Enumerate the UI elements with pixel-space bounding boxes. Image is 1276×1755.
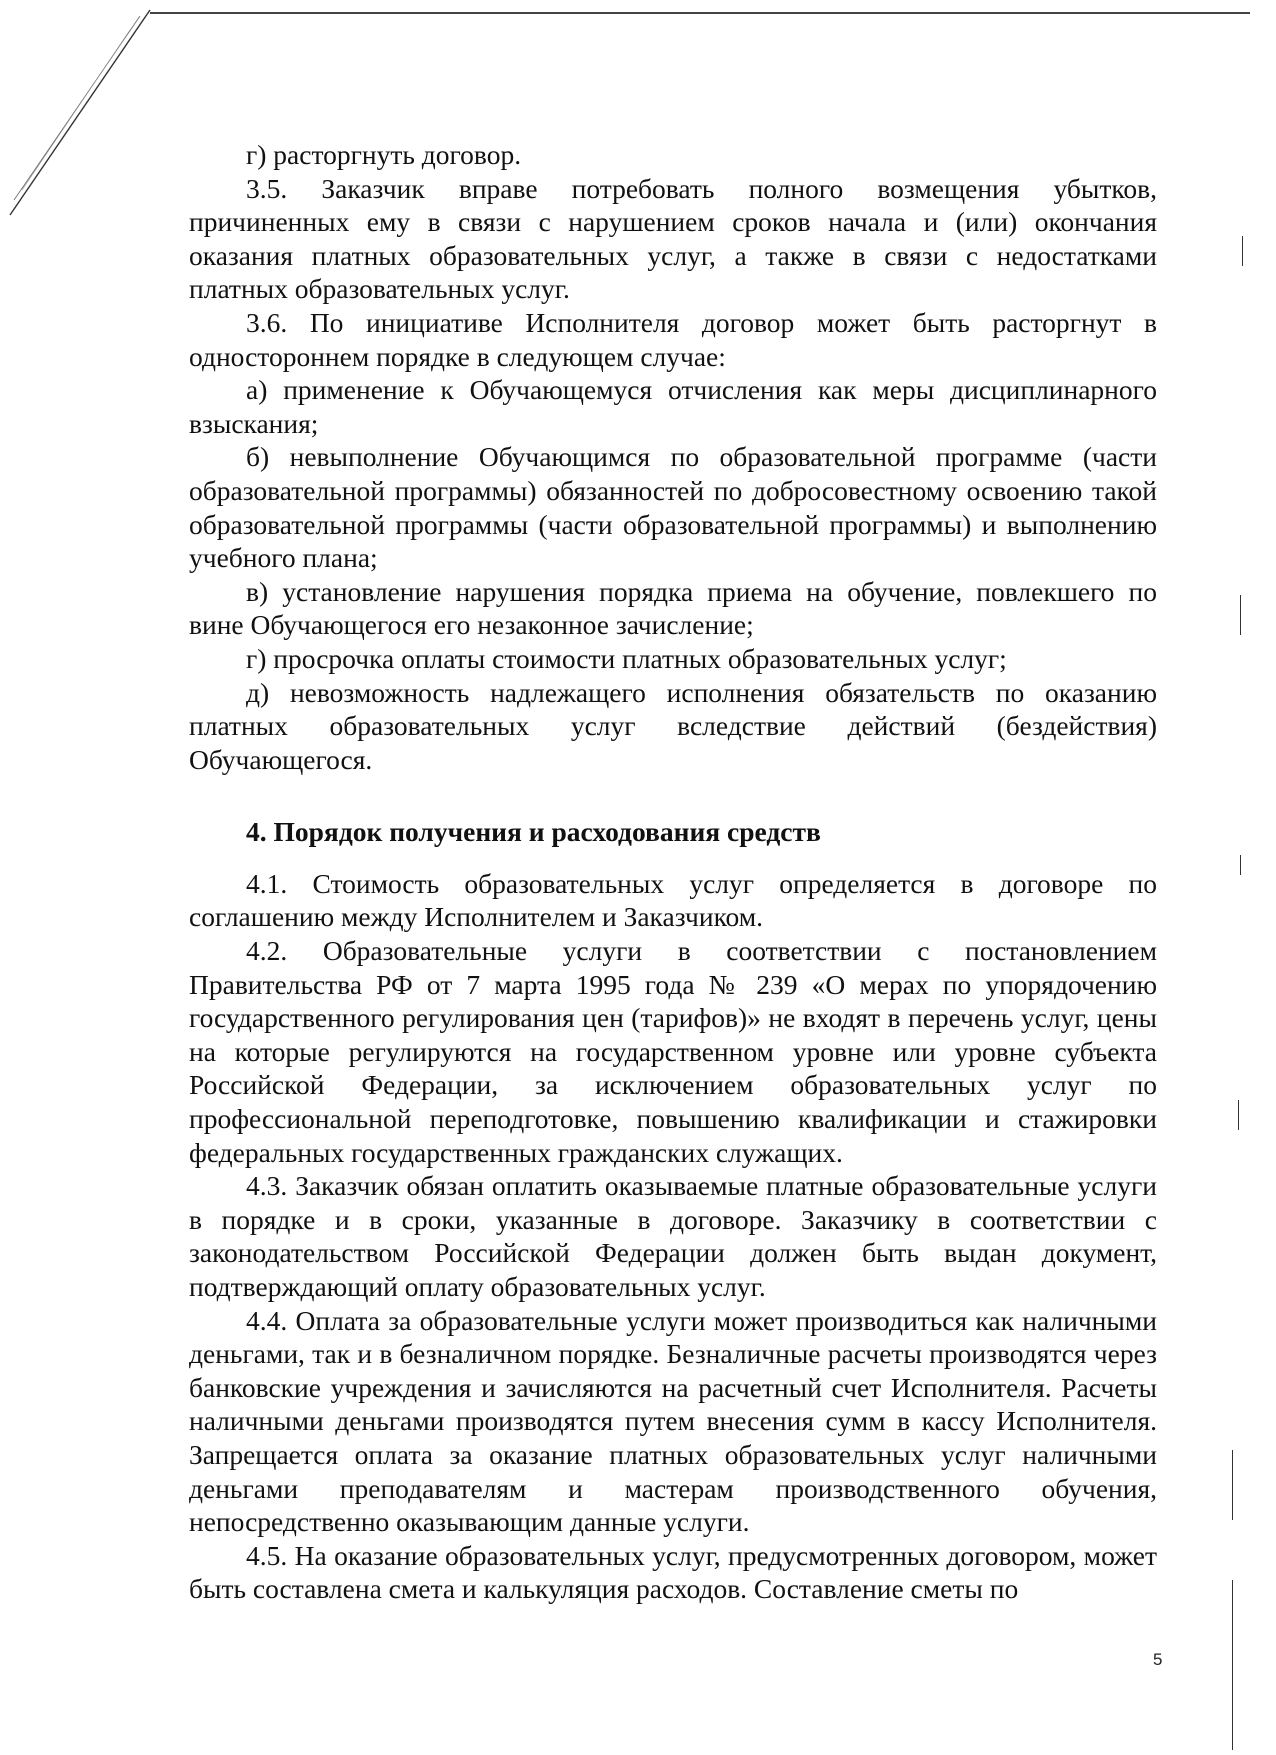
scan-edge-mark	[1240, 595, 1241, 635]
paragraph: 3.5. Заказчик вправе потребовать полного возмещения убытков, причиненных ему в связи с нарушением сроков начала и (или) окончания оказания платных образовательных услуг, а также в связи с недостатками платных образовательных услуг.	[189, 172, 1157, 305]
paragraph: г) расторгнуть договор.	[246, 139, 522, 170]
paragraph: а) применение к Обучающемуся отчисления как меры дисциплинарного взыскания;	[189, 374, 1157, 439]
paragraph: 3.6. По инициативе Исполнителя договор может быть расторгнут в одностороннем порядке в следующем случае:	[189, 306, 1157, 372]
paragraph: 4.1. Стоимость образовательных услуг определяется в договоре по соглашению между Исполнителем и Заказчиком.	[189, 867, 1157, 933]
paragraph: г) просрочка оплаты стоимости платных образовательных услуг;	[246, 642, 1007, 674]
scan-edge-mark	[1240, 855, 1241, 875]
scan-edge-mark	[1238, 1100, 1239, 1130]
paragraph: б) невыполнение Обучающимся по образовательной программе (части образовательной программы) обязанностей по добросовестному освоению такой образовательной программы (части образовательной программы) и выполнению учебного плана;	[189, 441, 1157, 574]
scan-edge-mark	[1232, 1580, 1233, 1750]
paragraph: д) невозможность надлежащего исполнения обязательств по оказанию платных образовательных услуг вследствие действий (бездействия) Обучающегося.	[189, 676, 1157, 775]
scan-edge-line	[150, 12, 1250, 14]
paragraph: 4.4. Оплата за образовательные услуги может производиться как наличными деньгами, так и в безналичном порядке. Безналичные расчеты производятся через банковские учреждения и зачисляются на расчетный счет Исполнителя. Расчеты наличными деньгами производятся путем внесения сумм в кассу Исполнителя. Запрещается оплата за оказание платных образовательных услуг наличными деньгами преподавателям и мастерам производственного обучения, непосредственно оказывающим данные услуги.	[189, 1304, 1157, 1538]
paragraph: 4.3. Заказчик обязан оплатить оказываемые платные образовательные услуги в порядке и в сроки, указанные в договоре. Заказчику в соответствии с законодательством Российской Федерации должен быть выдан документ, подтверждающий оплату образовательных услуг.	[189, 1170, 1157, 1302]
paragraph: 4.2. Образовательные услуги в соответствии с постановлением Правительства РФ от 7 марта 1995 года № 239 «О мерах по упорядочению государственного регулирования цен (тарифов)» не входят в перечень услуг, цены на которые регулируются на государственном уровне или уровне субъекта Российской Федерации, за исключением образовательных услуг по профессиональной переподготовке, повышению квалификации и стажировки федеральных государственных гражданских служащих.	[189, 935, 1157, 1168]
paragraph: 4.5. На оказание образовательных услуг, предусмотренных договором, может быть составлена смета и калькуляция расходов. Составление сметы по	[189, 1539, 1157, 1605]
scan-corner-artifact	[0, 0, 160, 230]
scan-edge-mark	[1242, 236, 1243, 266]
section-heading: 4. Порядок получения и расходования средств	[246, 816, 821, 848]
scan-edge-mark	[1232, 1450, 1233, 1520]
page-number: 5	[1153, 1650, 1163, 1669]
document-body	[189, 138, 1157, 1606]
paragraph: в) установление нарушения порядка приема на обучение, повлекшего по вине Обучающегося его незаконное зачисление;	[189, 575, 1157, 641]
